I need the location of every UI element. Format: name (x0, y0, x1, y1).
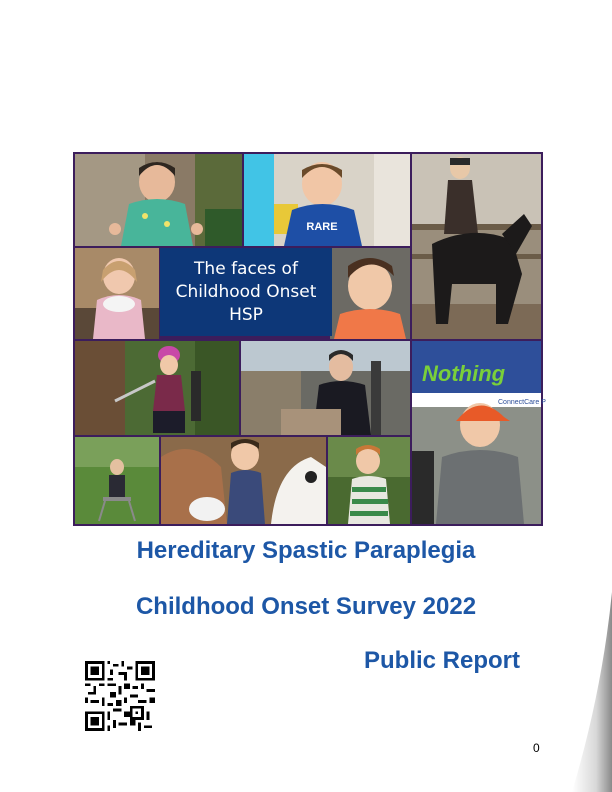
shirt-text: RARE (306, 221, 338, 233)
qr-code[interactable] (85, 661, 155, 731)
report-title-line-3: Public Report (363, 647, 520, 674)
caption-line-1: The faces of (194, 258, 298, 279)
caption-line-2: Childhood Onset (175, 281, 317, 302)
page-number: 0 (533, 741, 540, 755)
photo-horse-rider (412, 154, 541, 339)
photo-child-walker-grass (75, 437, 159, 524)
photo-boy-with-horses (161, 437, 326, 524)
collage-caption (160, 248, 332, 336)
photo-toddler-girl (75, 248, 159, 339)
banner-subtext: ConnectCare P (498, 399, 546, 406)
photo-collage (73, 152, 546, 526)
photo-young-man-restaurant (241, 341, 410, 435)
report-title-line-2: Childhood Onset Survey 2022 (135, 593, 477, 620)
photo-teen-boy-orange (330, 248, 410, 339)
photo-girl-bike-helmet (75, 341, 239, 435)
photo-boy-striped-shirt (328, 437, 410, 524)
photo-toddler-rare-shirt (244, 154, 410, 246)
photo-boy-green-shirt (75, 154, 242, 246)
report-title-line-1: Hereditary Spastic Paraplegia (136, 537, 476, 564)
photo-boy-orange-cap (412, 341, 546, 524)
banner-text: Nothing (422, 361, 506, 386)
page-curl (532, 592, 612, 792)
caption-line-3: HSP (229, 304, 263, 325)
